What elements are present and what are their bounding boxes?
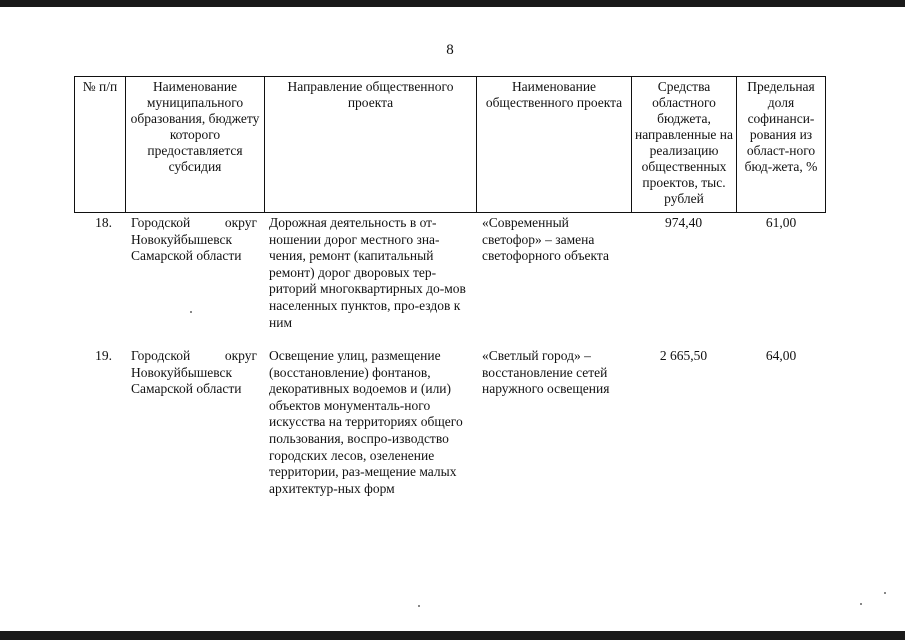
- scan-edge-bottom: [0, 631, 905, 640]
- row-share: 61,00: [765, 215, 797, 230]
- row-number: 19.: [95, 348, 112, 363]
- scan-edge-top: [0, 0, 905, 7]
- header-direction: Направление общественного проекта: [264, 76, 476, 213]
- header-budget-funds: Средства областного бюджета, направленные на реализацию общественных проектов, тыс. рублей: [631, 76, 736, 213]
- scan-speck: [418, 605, 420, 607]
- row-share: 64,00: [765, 348, 797, 363]
- header-number: № п/п: [74, 76, 125, 213]
- scan-speck: [190, 311, 192, 313]
- row-municipality: Городской округ Новокуйбышевск Самарской области: [131, 348, 257, 397]
- row-direction: Дорожная деятельность в от-ношении дорог местного зна-чения, ремонт (капитальный ремонт) дорог дворовых тер-риторий многоквартирных до-мов населенных пунктов, про-ездов к ним: [269, 215, 466, 330]
- scan-speck: [884, 592, 886, 594]
- row-municipality: Городской округ Новокуйбышевск Самарской области: [131, 215, 257, 264]
- row-project: «Светлый город» – восстановление сетей наружного освещения: [482, 348, 610, 397]
- header-municipality: Наименование муниципального образования, бюджету которого предоставляется субсидия: [125, 76, 264, 213]
- scan-speck: [860, 603, 862, 605]
- row-project: «Современный светофор» – замена светофорного объекта: [482, 215, 609, 264]
- row-amount: 2 665,50: [659, 348, 708, 363]
- header-cofinancing-share: Предельная доля софинанси-рования из област-ного бюд-жета, %: [736, 76, 826, 213]
- row-amount: 974,40: [664, 215, 703, 230]
- header-project-name: Наименование общественного проекта: [476, 76, 631, 213]
- page-number: 8: [446, 42, 454, 58]
- row-direction: Освещение улиц, размещение (восстановление) фонтанов, декоративных водоемов и (или) объектов монументаль-ного искусства на территориях общего пользования, воспро-изводство городских лесов, озеленение территории, раз-мещение малых архитектур-ных форм: [269, 348, 463, 496]
- row-number: 18.: [95, 215, 112, 230]
